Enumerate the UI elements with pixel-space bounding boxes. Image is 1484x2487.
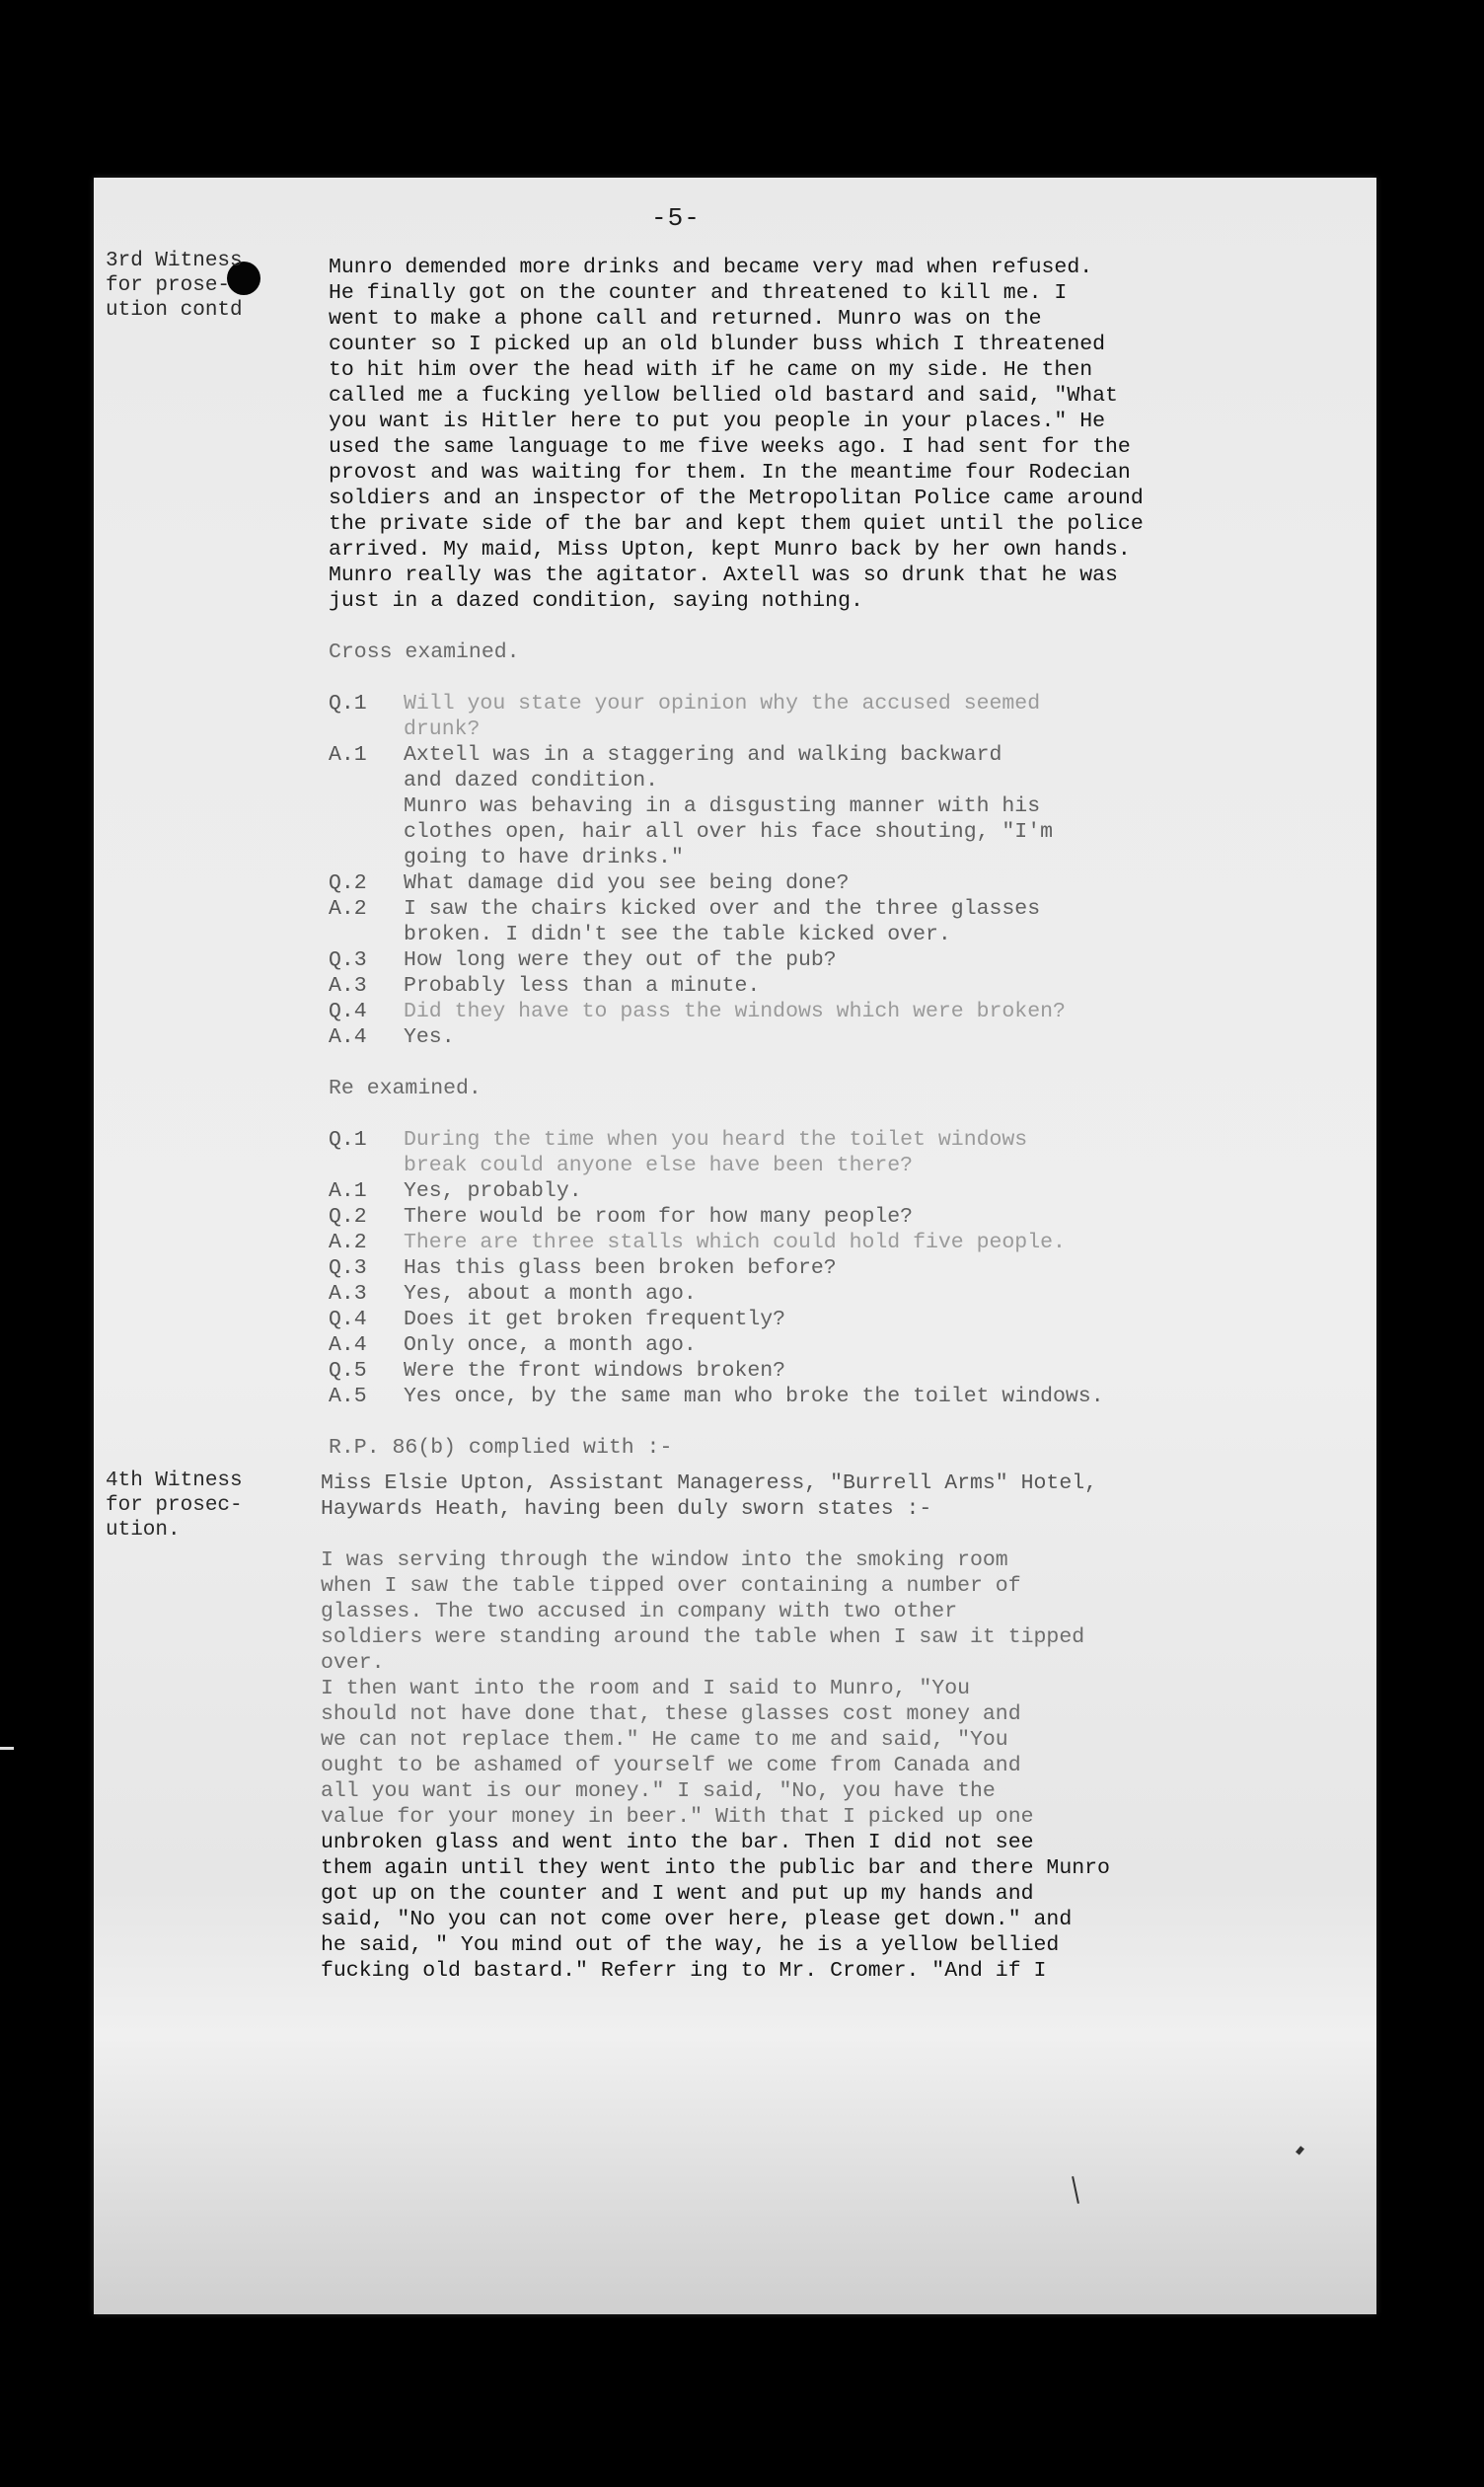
qa-item: [329, 742, 1335, 870]
qa-item: [329, 1230, 1335, 1255]
qa-text: Did they have to pass the windows which were broken?: [404, 1000, 1066, 1023]
margin-label-3rd-witness: 3rd Witness for prose- ution contd: [106, 250, 243, 322]
qa-item: [329, 1024, 1335, 1050]
qa-item: [329, 1178, 1335, 1204]
qa-tag: Q.4: [329, 1308, 367, 1331]
scan-edge-mark: [0, 1747, 14, 1750]
qa-tag: Q.3: [329, 948, 367, 972]
qa-item: [329, 691, 1335, 742]
re-examined-heading: Re examined.: [329, 1077, 482, 1100]
document-page: [94, 178, 1376, 2314]
qa-item: [329, 1332, 1335, 1358]
witness-4-statement-part1: I was serving through the window into the smoking room when I saw the table tipped over containing a number of glasses. The two accused in company with two other soldiers were standing around the table when I saw it tipped over. I then want into the room and I said to Munro, "You should not have done that, these glasses cost money and we can not replace them." He came to me and said, "You ought to be ashamed of yourself we come from Canada and all you want is our money." I said, "No, you have the value for your money in beer." With that I picked up one: [321, 1548, 1085, 1829]
margin-label-4th-witness: 4th Witness for prosec- ution.: [106, 1470, 243, 1542]
qa-text: There are three stalls which could hold five people.: [404, 1231, 1066, 1254]
qa-item: [329, 999, 1335, 1024]
scan-speck-mark: [1296, 2146, 1304, 2154]
qa-tag: A.3: [329, 974, 367, 998]
qa-tag: A.4: [329, 1333, 367, 1357]
qa-item: [329, 1358, 1335, 1384]
qa-item: [329, 1127, 1335, 1178]
qa-text: Probably less than a minute.: [404, 974, 761, 998]
qa-text: Will you state your opinion why the accused seemed drunk?: [404, 692, 1041, 741]
qa-item: [329, 1281, 1335, 1307]
qa-tag: A.1: [329, 743, 367, 767]
qa-text: Only once, a month ago.: [404, 1333, 697, 1357]
qa-tag: Q.1: [329, 1128, 367, 1152]
qa-item: [329, 1204, 1335, 1230]
qa-tag: A.4: [329, 1025, 367, 1049]
re-examination-qa: [329, 1127, 1335, 1409]
qa-text: How long were they out of the pub?: [404, 948, 837, 972]
qa-tag: A.2: [329, 1231, 367, 1254]
scan-scratch-mark: [1072, 2176, 1079, 2204]
qa-tag: A.2: [329, 897, 367, 921]
witness-4-section: [321, 1470, 1327, 1984]
cross-examination-qa: [329, 691, 1335, 1050]
witness-4-statement-part2: unbroken glass and went into the bar. Then I did not see them again until they went into the public bar and there Munro got up on the counter and I went and put up my hands and said, "No you can not come over here, please get down." and he said, " You mind out of the way, he is a yellow bellied fucking old bastard." Referr ing to Mr. Cromer. "And if I: [321, 1831, 1110, 1983]
qa-tag: Q.3: [329, 1256, 367, 1280]
qa-text: I saw the chairs kicked over and the three glasses broken. I didn't see the table kicked over.: [404, 897, 1041, 946]
qa-item: [329, 1255, 1335, 1281]
qa-tag: Q.2: [329, 871, 367, 895]
qa-tag: A.1: [329, 1179, 367, 1203]
qa-item: [329, 1384, 1335, 1409]
qa-text: Yes once, by the same man who broke the toilet windows.: [404, 1385, 1104, 1408]
qa-text: Yes, about a month ago.: [404, 1282, 697, 1306]
qa-text: There would be room for how many people?: [404, 1205, 914, 1229]
qa-text: What damage did you see being done?: [404, 871, 850, 895]
rp-compliance-note: R.P. 86(b) complied with :-: [329, 1436, 673, 1460]
qa-tag: Q.2: [329, 1205, 367, 1229]
qa-tag: Q.4: [329, 1000, 367, 1023]
qa-text: Has this glass been broken before?: [404, 1256, 837, 1280]
page-number: -5-: [651, 203, 701, 233]
qa-text: Does it get broken frequently?: [404, 1308, 786, 1331]
cross-examined-heading: Cross examined.: [329, 641, 520, 664]
qa-tag: A.5: [329, 1385, 367, 1408]
qa-item: [329, 947, 1335, 973]
qa-text: Axtell was in a staggering and walking backward and dazed condition. Munro was behaving in a disgusting manner with his clothes open, hair all over his face shouting, "I'm going to have drinks.": [404, 743, 1054, 869]
qa-text: Were the front windows broken?: [404, 1359, 786, 1383]
qa-tag: Q.1: [329, 692, 367, 716]
qa-item: [329, 896, 1335, 947]
qa-tag: Q.5: [329, 1359, 367, 1383]
qa-tag: A.3: [329, 1282, 367, 1306]
qa-text: During the time when you heard the toilet windows break could anyone else have been there?: [404, 1128, 1028, 1177]
qa-text: Yes, probably.: [404, 1179, 582, 1203]
witness-3-section: [329, 255, 1335, 1461]
qa-item: [329, 1307, 1335, 1332]
qa-text: Yes.: [404, 1025, 455, 1049]
qa-item: [329, 870, 1335, 896]
witness-3-statement: Munro demended more drinks and became very mad when refused. He finally got on the counter and threatened to kill me. I went to make a phone call and returned. Munro was on the counter so I picked up an old blunder buss which I threatened to hit him over the head with if he came on my side. He then called me a fucking yellow bellied old bastard and said, "What you want is Hitler here to put you people in your places." He used the same language to me five weeks ago. I had sent for the provost and was waiting for them. In the meantime four Rodecian soldiers and an inspector of the Metropolitan Police came around the private side of the bar and kept them quiet until the police arrived. My maid, Miss Upton, kept Munro back by her own hands. Munro really was the agitator. Axtell was so drunk that he was just in a dazed condition, saying nothing.: [329, 256, 1144, 613]
qa-item: [329, 973, 1335, 999]
witness-4-intro: Miss Elsie Upton, Assistant Manageress, "Burrell Arms" Hotel, Haywards Heath, having been duly sworn states :-: [321, 1471, 1098, 1521]
